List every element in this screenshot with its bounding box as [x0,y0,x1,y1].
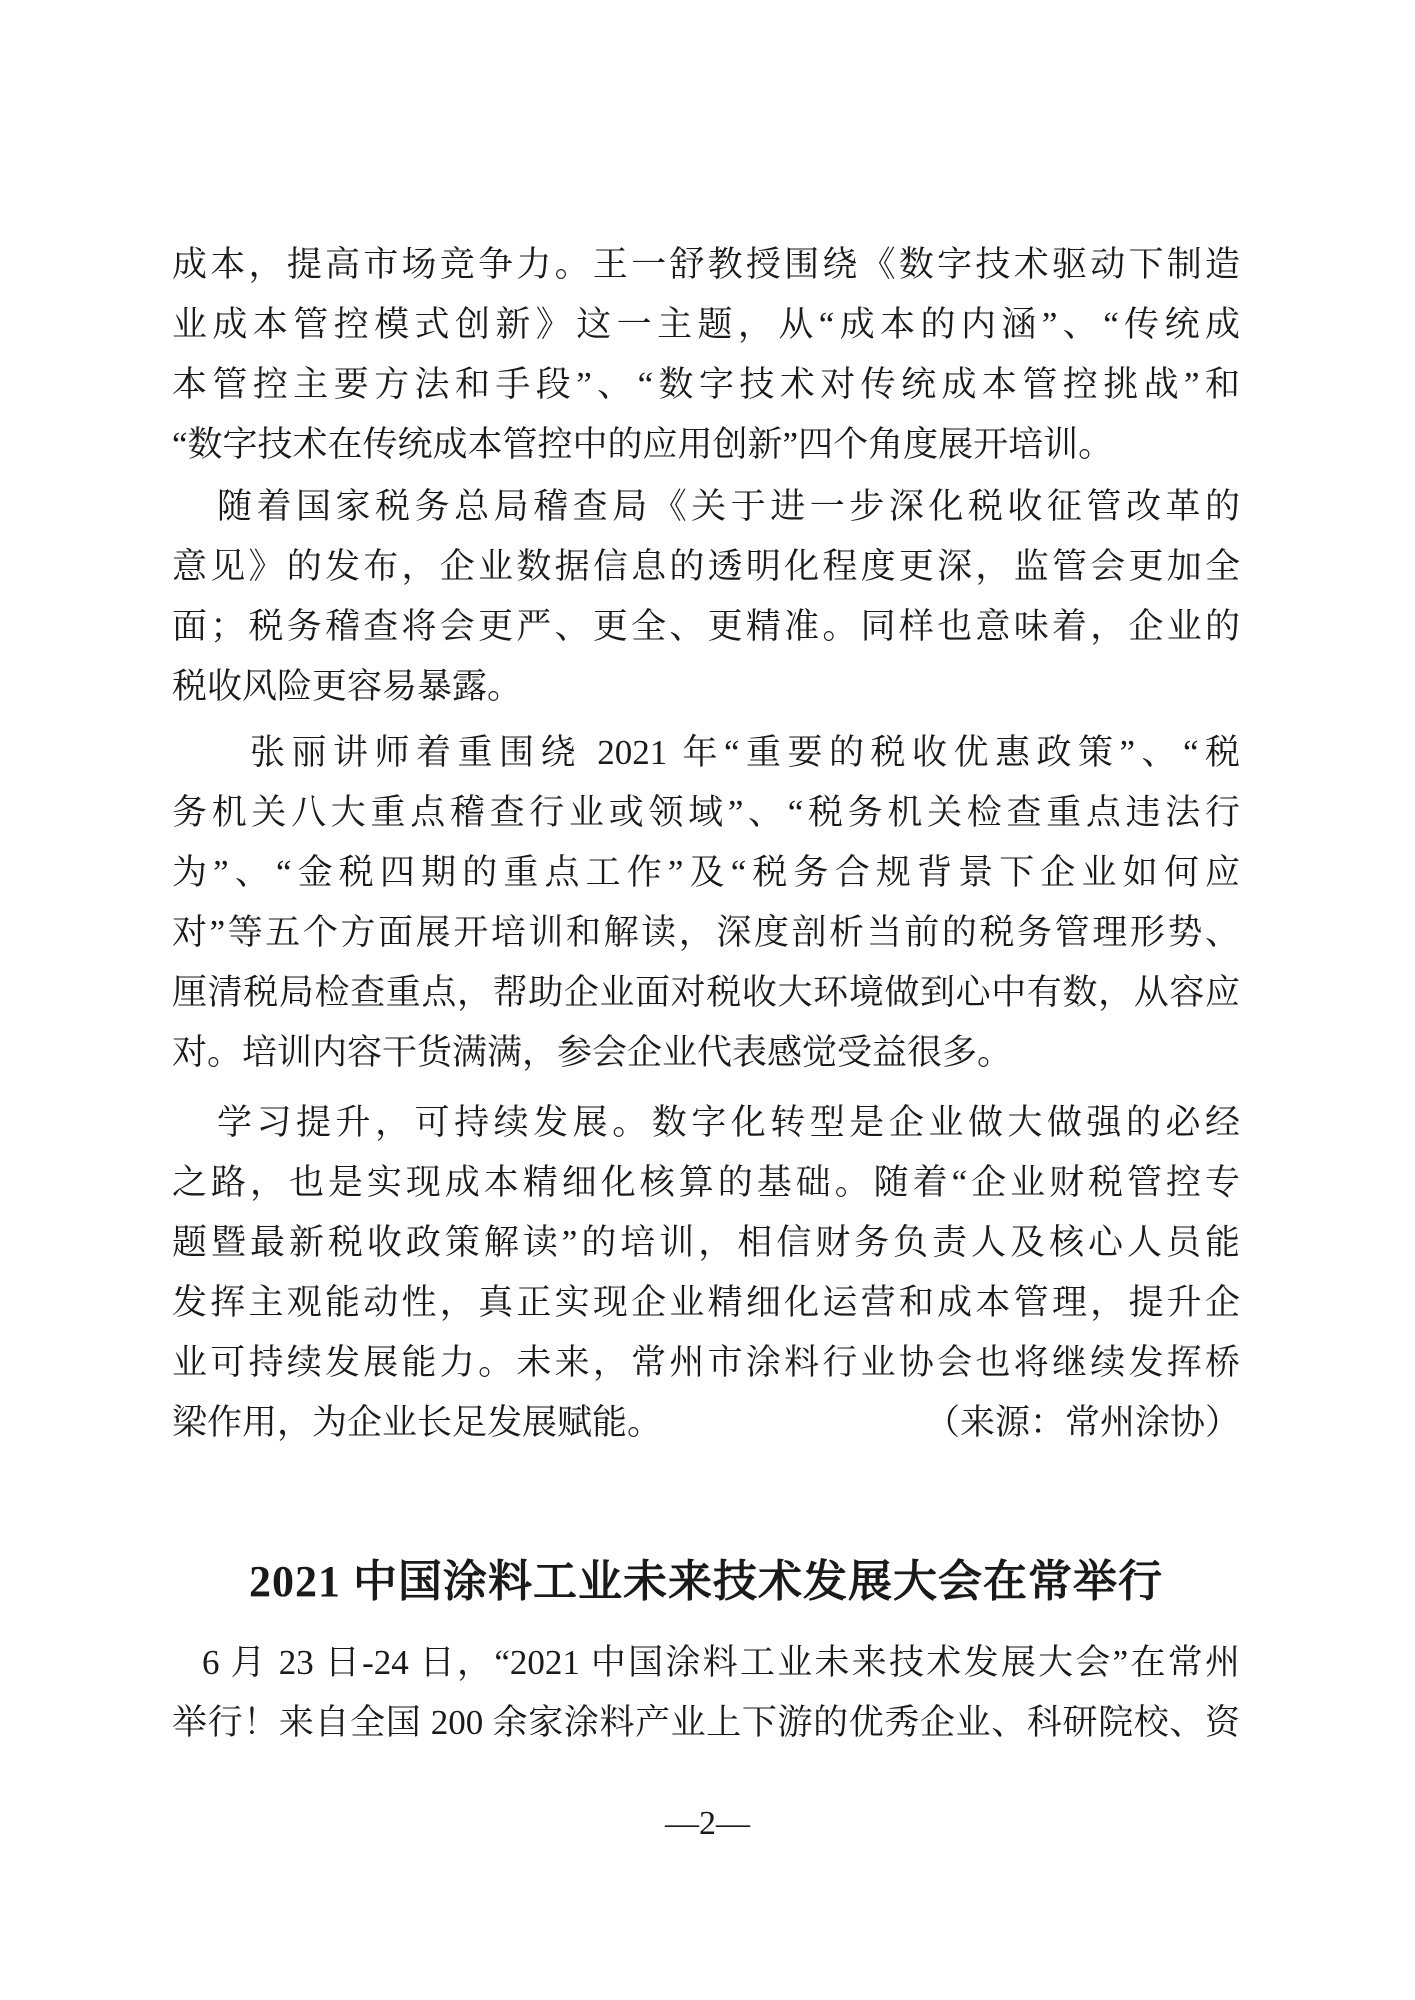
text-line: 厘清税局检查重点，帮助企业面对税收大环境做到心中有数，从容应 [172,973,1240,1012]
text-line: 业可持续发展能力。未来，常州市涂料行业协会也将继续发挥桥 [172,1343,1240,1382]
text-line: 务机关八大重点稽查行业或领域”、“税务机关检查重点违法行 [172,793,1240,832]
text-line: 税收风险更容易暴露。 [172,667,523,706]
paragraph-5 [172,1633,1240,1753]
page-content [172,235,1240,1753]
text-line: 随着国家税务总局稽查局《关于进一步深化税收征管改革的 [217,487,1240,526]
source-attribution: （来源：常州涂协） [924,1403,1240,1442]
text-line: 面；税务稽查将会更严、更全、更精准。同样也意味着，企业的 [172,607,1240,646]
page-number: —2— [665,1805,750,1842]
text-line: 题暨最新税收政策解读”的培训，相信财务负责人及核心人员能 [172,1223,1240,1262]
text-line: 本管控主要方法和手段”、“数字技术对传统成本管控挑战”和 [172,365,1240,404]
text-line [172,1393,1240,1453]
text-line: 意见》的发布，企业数据信息的透明化程度更深，监管会更加全 [172,547,1240,586]
text-line: 6 月 23 日-24 日，“2021 中国涂料工业未来技术发展大会”在常州 [202,1643,1240,1682]
paragraph-4 [172,1093,1240,1453]
text-line: 为”、“金税四期的重点工作”及“税务合规背景下企业如何应 [172,853,1240,892]
paragraph-1 [172,235,1240,475]
text-line: 业成本管控模式创新》这一主题，从“成本的内涵”、“传统成 [172,305,1240,344]
text-line: “数字技术在传统成本管控中的应用创新”四个角度展开培训。 [172,425,1114,464]
text-line: 举行！来自全国 200 余家涂料产业上下游的优秀企业、科研院校、资 [172,1703,1240,1742]
paragraph-2 [172,477,1240,717]
paragraph-closing-text: 梁作用，为企业长足发展赋能。 [172,1403,663,1442]
article-title: 2021 中国涂料工业未来技术发展大会在常举行 [249,1557,1163,1606]
text-line: 发挥主观能动性，真正实现企业精细化运营和成本管理，提升企 [172,1283,1240,1322]
text-line: 对。培训内容干货满满，参会企业代表感觉受益很多。 [172,1033,1013,1072]
paragraph-3 [172,723,1240,1083]
text-line: 之路，也是实现成本精细化核算的基础。随着“企业财税管控专 [172,1163,1240,1202]
text-line: 成本，提高市场竞争力。王一舒教授围绕《数字技术驱动下制造 [172,245,1240,284]
text-line: 张丽讲师着重围绕 2021 年“重要的税收优惠政策”、“税 [250,733,1240,772]
text-line: 学习提升，可持续发展。数字化转型是企业做大做强的必经 [217,1103,1240,1142]
text-line: 对”等五个方面展开培训和解读，深度剖析当前的税务管理形势、 [172,913,1240,952]
